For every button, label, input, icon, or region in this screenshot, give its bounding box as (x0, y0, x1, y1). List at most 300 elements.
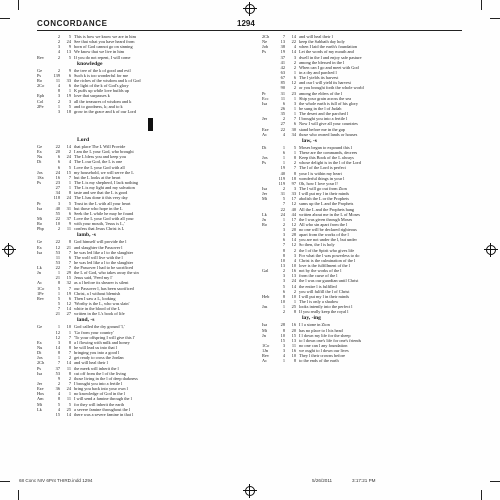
concordance-column-left (37, 34, 237, 417)
verse-number: 2 (293, 160, 296, 166)
chapter-number: 1 (57, 103, 60, 109)
concordance-entry (37, 55, 237, 60)
chapter-number: 12 (55, 244, 60, 250)
book-abbrev: Mt (37, 401, 43, 407)
verse-number: 33 (66, 77, 71, 83)
entry-text: looks intently into the perfect l (299, 304, 353, 310)
chapter-number: 8 (282, 293, 285, 299)
entry-text: you will fulfill the l of Christ (299, 288, 350, 294)
chapter-number: 2 (57, 226, 60, 232)
chapter-number: 5 (57, 401, 60, 407)
verse-number: 40 (291, 206, 296, 212)
book-abbrev: Ge (37, 239, 43, 245)
chapter-number: 1 (282, 358, 285, 364)
book-abbrev: 1Jn (262, 348, 269, 354)
chapter-number: 3 (57, 200, 60, 206)
entry-text: All the L and the Prophets hang (299, 206, 355, 212)
chapter-number: 53 (55, 249, 60, 255)
entry-text: keep the Sabbath day holy (299, 39, 345, 45)
entry-text: We know that we live in him (74, 49, 125, 55)
headword: Lord (77, 136, 90, 143)
chapter-number: 8 (57, 396, 60, 402)
verse-number: 10 (291, 353, 296, 359)
verse-number: 14 (291, 283, 296, 289)
entry-text: The desert and the parched l (299, 111, 349, 117)
verse-number: 1 (293, 299, 296, 305)
chapter-number: 67 (280, 75, 285, 81)
book-abbrev: Ac (262, 131, 268, 137)
entry-text: has no place to l his head (299, 327, 343, 333)
book-abbrev: Ne (262, 39, 268, 45)
chapter-number: 2 (282, 221, 285, 227)
entry-text: to the ends of the earth (299, 358, 339, 364)
verse-number: 14 (66, 411, 71, 417)
verse-number: 12 (291, 201, 296, 207)
book-abbrev: Mt (262, 196, 268, 202)
entry-text: a l flowing with milk and honey (74, 339, 130, 345)
book-abbrev: Heb (262, 293, 270, 299)
book-abbrev: Col (37, 98, 44, 104)
slug-date: 5/26/2011 (312, 478, 333, 483)
entry-text: For what the l was powerless to do (299, 252, 360, 258)
verse-number: 13 (291, 337, 296, 343)
verse-number: 19 (66, 290, 71, 296)
verse-number: 1 (68, 391, 71, 397)
verse-number: 97 (291, 180, 296, 186)
entry-text: See that what you have heard from (74, 39, 135, 45)
headword: land, -s (77, 317, 95, 324)
verse-number: 9 (68, 67, 71, 73)
book-abbrev: Php (37, 226, 44, 232)
headword: knowledge (77, 60, 103, 67)
verse-number: 4 (68, 159, 71, 165)
chapter-number: 16 (55, 174, 60, 180)
chapter-number: 2 (282, 309, 285, 315)
concordance-column-right (262, 34, 462, 364)
chapter-number: 119 (278, 180, 285, 186)
book-abbrev: Nu (37, 154, 43, 160)
registration-mark-top (243, 2, 257, 16)
book-abbrev: Mt (262, 327, 268, 333)
verse-number: 12 (291, 221, 296, 227)
trim-mark (490, 18, 500, 19)
book-abbrev: Nu (37, 345, 43, 351)
chapter-number: 53 (55, 370, 60, 376)
verse-number: 8 (68, 190, 71, 196)
book-abbrev: Ge (37, 324, 43, 330)
chapter-number: 10 (280, 332, 285, 338)
entry-text: Jesus said, 'Feed my l' (74, 275, 113, 281)
verse-number: 8 (293, 309, 296, 315)
chapter-number: 2 (57, 98, 60, 104)
verse-number: 14 (66, 143, 71, 149)
book-abbrev: Isa (262, 100, 268, 106)
entry-text: Love the L your God with all your (74, 215, 134, 221)
book-abbrev: Hos (37, 391, 44, 397)
verse-number: 30 (291, 126, 296, 132)
entry-text: The L bless you and keep you (74, 154, 126, 160)
entry-text: born of God cannot go on sinning (74, 44, 133, 50)
verse-number: 5 (68, 164, 71, 170)
book-abbrev: Mt (37, 215, 43, 221)
concordance-entry (37, 311, 237, 316)
chapter-number: 11 (55, 77, 60, 83)
chapter-number: 10 (280, 299, 285, 305)
chapter-number: 6 (282, 288, 285, 294)
chapter-number: 22 (55, 215, 60, 221)
verse-number: 5 (68, 103, 71, 109)
book-abbrev: Pr (262, 90, 266, 96)
verse-number: 16 (291, 322, 296, 328)
book-abbrev: Jer (262, 191, 268, 197)
chapter-number: 21 (55, 275, 60, 281)
chapter-number: 1 (282, 160, 285, 166)
verse-number: 8 (68, 239, 71, 245)
entry-text: he was led like a l to the slaughter (74, 259, 134, 265)
verse-number: 6 (68, 295, 71, 301)
book-abbrev: Dt (37, 350, 42, 356)
chapter-number: 24 (55, 169, 60, 175)
book-abbrev: Ps (262, 49, 267, 55)
entry-text: wonderful things in your l (299, 175, 345, 181)
entry-text: be sung in the l of Judah (299, 105, 342, 111)
chapter-number: 15 (280, 337, 285, 343)
verse-number: 4 (293, 257, 296, 263)
verse-number: 3 (293, 185, 296, 191)
book-abbrev: Ro (262, 221, 268, 227)
trim-mark (481, 0, 482, 10)
chapter-number: 40 (55, 205, 60, 211)
entry-text: God called the dry ground 'l,' (74, 324, 125, 330)
concordance-entry (37, 226, 237, 231)
entry-text: confess that Jesus Christ is L (74, 226, 125, 232)
book-abbrev: Ge (37, 67, 43, 73)
chapter-number: 31 (280, 90, 285, 96)
entry-text: Keep this Book of the L always (299, 155, 354, 161)
section-letter-glyph (148, 118, 153, 131)
chapter-number: 4 (282, 131, 285, 137)
verse-number: 24 (291, 278, 296, 284)
book-abbrev: Rev (262, 353, 269, 359)
verse-number: 9 (68, 221, 71, 227)
verse-number: 16 (291, 348, 296, 354)
verse-number: 8 (293, 155, 296, 161)
entry-text: from the curse of the l (299, 273, 338, 279)
entry-text: I brought you into a fertile l (299, 116, 348, 122)
chapter-number: 23 (55, 179, 60, 185)
entry-text: Now I will give all your countries (299, 121, 358, 127)
chapter-number: 42 (280, 64, 285, 70)
book-abbrev: Dt (37, 159, 42, 165)
verse-number: 1 (68, 88, 71, 94)
verse-number: 15 (291, 332, 296, 338)
chapter-number: 27 (55, 185, 60, 191)
page-number: 1294 (237, 19, 255, 28)
entry-text: These are the commands, decrees (299, 149, 358, 155)
entry-text: you are not under the l, but under (299, 237, 357, 243)
book-abbrev: Isa (37, 370, 43, 376)
entry-text: no one can l any foundation (299, 343, 348, 349)
chapter-number: 19 (280, 49, 285, 55)
verse-number: 19 (66, 93, 71, 99)
chapter-number: 8 (57, 88, 60, 94)
chapter-number: 6 (57, 159, 60, 165)
chapter-number: 1 (57, 324, 60, 330)
verse-number: 12 (291, 80, 296, 86)
entry-text: all the treasures of wisdom and k (74, 98, 132, 104)
verse-number: 34 (291, 131, 296, 137)
entry-text: taste and see that the L is good (74, 190, 128, 196)
verse-number: 11 (66, 396, 71, 402)
entry-text: he will lead us into that l (74, 345, 117, 351)
chapter-number: 7 (282, 34, 285, 39)
verse-number: 32 (66, 280, 71, 286)
entry-text: The l is only a shadow (299, 299, 339, 305)
book-abbrev: Ac (262, 358, 268, 364)
verse-number: 8 (68, 370, 71, 376)
verse-number: 29 (66, 270, 71, 276)
book-abbrev: Isa (262, 322, 268, 328)
verse-number: 2 (293, 59, 296, 65)
verse-number: 24 (66, 386, 71, 392)
entry-text: dwell in the l and enjoy safe pasture (299, 54, 362, 60)
verse-number: 24 (66, 154, 71, 160)
trim-mark (18, 0, 19, 10)
chapter-number: 119 (278, 175, 285, 181)
registration-mark-bottom (243, 484, 257, 498)
entry-text: This is how we know we are in him (74, 34, 137, 39)
book-abbrev: Jos (262, 155, 268, 161)
verse-number: 6 (68, 210, 71, 216)
verse-number: 17 (291, 216, 296, 222)
verse-number: 10 (66, 324, 71, 330)
book-abbrev: 1Co (37, 285, 45, 291)
chapter-number: 3 (57, 108, 60, 114)
chapter-number: 5 (57, 285, 60, 291)
verse-number: 5 (68, 34, 71, 39)
verse-number: 1 (293, 111, 296, 117)
chapter-number: 4 (57, 49, 60, 55)
entry-text: If you do not repent, I will come (74, 54, 131, 60)
entry-text: Let the words of my mouth and (299, 49, 354, 55)
book-abbrev: Jn (262, 216, 266, 222)
verse-number: 6 (293, 75, 296, 81)
book-abbrev: Lk (262, 211, 267, 217)
entry-text: cut off from the l of the living (74, 370, 126, 376)
chapter-number: 22 (280, 206, 285, 212)
entry-text: Then I saw a L, looking (74, 295, 116, 301)
chapter-number: 8 (282, 327, 285, 333)
entry-text: The L has done it this very day (74, 195, 128, 201)
chapter-number: 20 (55, 149, 60, 155)
book-abbrev: Jer (262, 116, 268, 122)
entry-text: whose delight is in the l of the Lord (299, 160, 362, 166)
book-abbrev: Rev (37, 295, 44, 301)
verse-number: 27 (66, 311, 71, 317)
verse-number: 3 (68, 98, 71, 104)
book-abbrev: Eze (262, 126, 269, 132)
verse-number: 1 (293, 105, 296, 111)
verse-number: 10 (291, 263, 296, 269)
entry-text: among the blessed in the l (299, 59, 345, 65)
chapter-number: 1 (57, 270, 60, 276)
chapter-number: 3 (282, 273, 285, 279)
verse-number: 44 (291, 211, 296, 217)
book-abbrev: Ps (37, 179, 42, 185)
entry-text: and will heal their l (74, 360, 108, 366)
verse-number: 24 (66, 39, 71, 45)
chapter-number: 19 (280, 165, 285, 171)
book-abbrev: Job (262, 44, 269, 50)
book-abbrev: Jos (37, 355, 43, 361)
verse-number: 1 (68, 179, 71, 185)
entry-text: bring you back into your own l (74, 386, 128, 392)
verse-number: 11 (291, 343, 296, 349)
verse-number: 7 (68, 334, 71, 340)
header-rule (37, 30, 462, 31)
verse-number: 7 (68, 350, 71, 356)
book-abbrev: Eph (37, 93, 44, 99)
book-abbrev: 2Ch (37, 360, 45, 366)
entry-text: the Passover l had to be sacrificed (74, 265, 134, 271)
chapter-number: 63 (280, 69, 285, 75)
book-abbrev: Isa (262, 185, 268, 191)
chapter-number: 5 (282, 196, 285, 202)
verse-number: 8 (293, 358, 296, 364)
entry-text: your l is within my heart (299, 170, 342, 176)
verse-number: 8 (68, 339, 71, 345)
chapter-number: 3 (57, 93, 60, 99)
entry-text: I l a stone in Zion (299, 322, 330, 328)
verse-number: 2 (293, 288, 296, 294)
verse-number: 7 (68, 285, 71, 291)
entry-text: The wolf will live with the l (74, 254, 123, 260)
chapter-number: 139 (53, 72, 60, 78)
verse-number: 37 (66, 215, 71, 221)
entry-text: love is the fulfillment of the l (299, 263, 350, 269)
chapter-number: 3 (282, 227, 285, 233)
book-abbrev: 2Pe (37, 103, 44, 109)
book-abbrev: Ex (37, 244, 42, 250)
verse-number: 14 (66, 360, 71, 366)
chapter-number: 34 (55, 190, 60, 196)
entry-text: 'Worthy is the L, who was slain' (74, 301, 130, 307)
book-abbrev: Lk (37, 406, 42, 412)
entry-text: Christ is the culmination of the l (299, 257, 356, 263)
chapter-number: 118 (53, 195, 60, 201)
entry-text: the l was our guardian until Christ (299, 278, 359, 284)
entry-text: when I laid the earth's foundation (299, 44, 358, 50)
verse-number: 1 (293, 149, 296, 155)
entry-text: my household, we will serve the L (74, 169, 134, 175)
entry-text: Love the L your God with all (74, 164, 125, 170)
chapter-number: 31 (280, 191, 285, 197)
chapter-number: 10 (280, 257, 285, 263)
entry-text: and to goodness, k; and to k (74, 103, 123, 109)
book-abbrev: Jas (262, 304, 268, 310)
book-abbrev: Ps (262, 160, 267, 166)
entry-text: but the L looks at the heart (74, 174, 121, 180)
chapter-number: 12 (55, 329, 60, 335)
verse-number: 11 (66, 226, 71, 232)
chapter-number: 4 (57, 391, 60, 397)
verse-number: 2 (68, 149, 71, 155)
entry-text: The L is my shepherd, I lack nothing (74, 179, 139, 185)
entry-text: They l their crowns before (299, 353, 346, 359)
verse-number: 7 (293, 116, 296, 122)
chapter-number: 1 (57, 290, 60, 296)
entry-text: the l was given through Moses (299, 216, 353, 222)
book-abbrev: Jn (262, 332, 266, 338)
chapter-number: 1 (282, 304, 285, 310)
entry-text: Seek the L while he may be found (74, 210, 134, 216)
concordance-entry (262, 309, 462, 314)
chapter-number: 2 (282, 268, 285, 274)
page-title: CONCORDANCE (37, 19, 108, 28)
entry-text: The L our God, the L is one (74, 159, 123, 165)
verse-number: 12 (66, 301, 71, 307)
verse-number: 7 (68, 249, 71, 255)
verse-number: 5 (293, 144, 296, 150)
chapter-number: 3 (282, 232, 285, 238)
chapter-number: 3 (57, 339, 60, 345)
verse-number: 11 (66, 365, 71, 371)
headword: lamb, -s (77, 232, 96, 239)
trim-mark (18, 490, 19, 500)
trim-mark (481, 490, 482, 500)
entry-text: I will put my l in their minds (299, 293, 350, 299)
verse-number: 33 (291, 191, 296, 197)
book-abbrev: Ex (37, 149, 42, 155)
entry-text: bringing you into a good l (74, 350, 120, 356)
slug-filename: 68 Conc NIV 6Pnt THIRD.indd 1294 (19, 478, 93, 483)
entry-text: get ready to cross the Jordan (74, 355, 124, 361)
book-abbrev: 1Sa (37, 174, 44, 180)
book-abbrev: Ps (37, 365, 42, 371)
chapter-number: 35 (280, 111, 285, 117)
chapter-number: 1 (57, 355, 60, 361)
book-abbrev: Lk (37, 265, 42, 271)
verse-number: 2 (68, 375, 71, 381)
entry-text: not by the works of the l (299, 268, 342, 274)
book-abbrev: Ro (37, 221, 43, 227)
verse-number: 22 (291, 39, 296, 45)
verse-number: 14 (291, 49, 296, 55)
entry-text: I am the L your God, who brought (74, 149, 134, 155)
book-abbrev: Ac (37, 280, 43, 286)
verse-number: 3 (293, 54, 296, 60)
entry-text: our Passover l, has been sacrificed (74, 285, 134, 291)
book-abbrev: Ge (37, 143, 43, 149)
book-abbrev: Rev (37, 54, 44, 60)
entry-text: written about me in the L of Moses (299, 211, 361, 217)
chapter-number: 41 (280, 59, 285, 65)
verse-number: 6 (68, 254, 71, 260)
registration-mark-left (2, 243, 16, 257)
book-abbrev: Dt (262, 144, 267, 150)
entry-text: the light of the k of God's glory (74, 83, 129, 89)
verse-number: 6 (293, 121, 296, 127)
chapter-number: 9 (57, 375, 60, 381)
chapter-number: 27 (280, 121, 285, 127)
entry-text: The l of the Lord is perfect (299, 165, 346, 171)
verse-number: 7 (68, 265, 71, 271)
chapter-number: 13 (280, 39, 285, 45)
chapter-number: 8 (57, 350, 60, 356)
verse-number: 15 (66, 275, 71, 281)
entry-text: the L of God, who takes away the sin (74, 270, 139, 276)
chapter-number: 11 (280, 95, 285, 101)
